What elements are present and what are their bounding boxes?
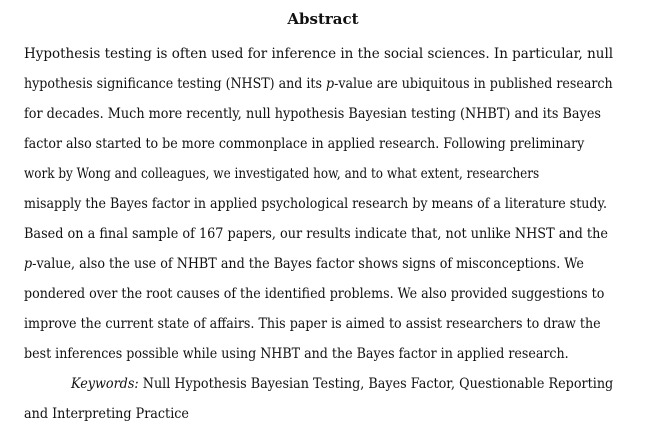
abstract-line-2: hypothesis significance testing (NHST) and its p-value are ubiquitous in published research: [24, 76, 613, 92]
abstract-line-5: work by Wong and colleagues, we investigated how, and to what extent, researchers: [24, 166, 540, 182]
keywords-text: Null Hypothesis Bayesian Testing, Bayes Factor, Questionable Reporting: [142, 376, 614, 392]
abstract-line-7: Based on a final sample of 167 papers, our results indicate that, not unlike NHST and the: [24, 226, 608, 242]
abstract-line-4: factor also started to be more commonplace in applied research. Following preliminary: [24, 136, 585, 152]
abstract-line-8: p-value, also the use of NHBT and the Bayes factor shows signs of misconceptions. We: [24, 256, 584, 272]
abstract-line-9: pondered over the root causes of the identified problems. We also provided suggestions to: [24, 286, 605, 302]
keywords-line-2: and Interpreting Practice: [24, 406, 189, 422]
abstract-heading: Abstract: [287, 10, 359, 28]
abstract-line-1: Hypothesis testing is often used for inference in the social sciences. In particular, null: [24, 46, 614, 62]
keywords-line-1: [71, 374, 613, 394]
abstract-line-6: misapply the Bayes factor in applied psychological research by means of a literature study.: [24, 196, 607, 212]
abstract-line-3: for decades. Much more recently, null hypothesis Bayesian testing (NHBT) and its Bayes: [24, 106, 601, 122]
abstract-line-11: best inferences possible while using NHBT and the Bayes factor in applied research.: [24, 346, 569, 362]
abstract-line-10: improve the current state of affairs. This paper is aimed to assist researchers to draw the: [24, 316, 601, 332]
keywords-label: Keywords:: [71, 376, 139, 392]
